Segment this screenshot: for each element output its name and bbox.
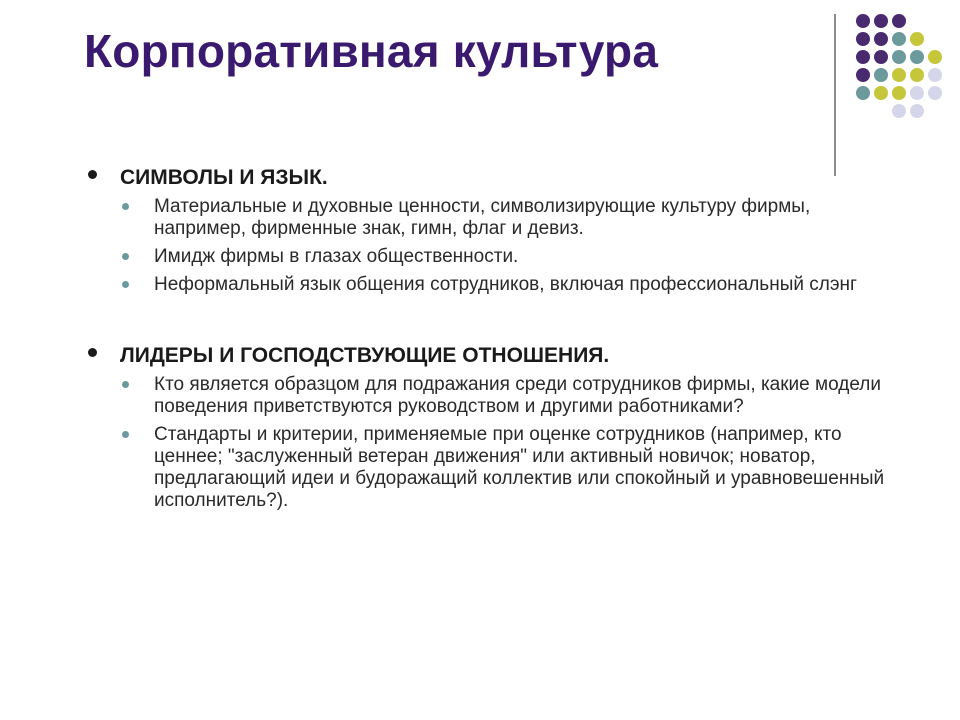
decorative-dot bbox=[874, 68, 888, 82]
list-item bbox=[84, 196, 904, 240]
decorative-dot bbox=[856, 68, 870, 82]
decorative-dot bbox=[892, 14, 906, 28]
title-divider-line bbox=[834, 14, 836, 176]
sub-bullet-dot-icon bbox=[122, 203, 129, 210]
list-item bbox=[84, 274, 904, 296]
slide-body bbox=[84, 162, 904, 556]
decorative-dot bbox=[892, 86, 906, 100]
decorative-dot bbox=[892, 68, 906, 82]
section-heading: СИМВОЛЫ И ЯЗЫК. bbox=[120, 166, 328, 189]
section-heading: ЛИДЕРЫ И ГОСПОДСТВУЮЩИЕ ОТНОШЕНИЯ. bbox=[120, 344, 610, 367]
sub-bullet-dot-icon bbox=[122, 253, 129, 260]
sub-bullet-dot-icon bbox=[122, 381, 129, 388]
list-item bbox=[84, 246, 904, 268]
decorative-dot bbox=[910, 104, 924, 118]
decorative-dot bbox=[874, 86, 888, 100]
decorative-dot bbox=[928, 68, 942, 82]
decorative-dot bbox=[874, 14, 888, 28]
decorative-dot bbox=[928, 86, 942, 100]
list-item-text: Неформальный язык общения сотрудников, включая профессиональный слэнг bbox=[154, 274, 857, 295]
decorative-dot bbox=[928, 50, 942, 64]
list-item bbox=[84, 424, 904, 512]
decorative-dot bbox=[856, 14, 870, 28]
decorative-dot bbox=[874, 50, 888, 64]
bullet-list bbox=[84, 374, 904, 512]
decorative-dot bbox=[910, 68, 924, 82]
section-symbols-language bbox=[84, 162, 904, 296]
decorative-dot bbox=[892, 104, 906, 118]
decorative-dot bbox=[892, 50, 906, 64]
slide-title: Корпоративная культура bbox=[84, 25, 659, 77]
list-item-text: Имидж фирмы в глазах общественности. bbox=[154, 246, 519, 267]
bullet-dot-icon bbox=[88, 348, 97, 357]
section-leaders-relations bbox=[84, 340, 904, 512]
list-item bbox=[84, 374, 904, 418]
decorative-dot bbox=[910, 86, 924, 100]
decorative-dot bbox=[892, 32, 906, 46]
list-item-text: Кто является образцом для подражания среди сотрудников фирмы, какие модели поведения приветствуются руководством и другими работниками? bbox=[154, 374, 881, 417]
decorative-dot bbox=[910, 50, 924, 64]
sub-bullet-dot-icon bbox=[122, 281, 129, 288]
list-item-text: Стандарты и критерии, применяемые при оценке сотрудников (например, кто ценнее; "заслуженный ветеран движения" или активный новичок; новатор, предлагающий идеи и будоражащий коллектив или спокойный и уравновешенный исполнитель?). bbox=[154, 424, 885, 511]
decorative-dot bbox=[856, 32, 870, 46]
section-heading-row bbox=[84, 340, 904, 372]
decorative-dot bbox=[874, 32, 888, 46]
decorative-dot bbox=[856, 86, 870, 100]
sub-bullet-dot-icon bbox=[122, 431, 129, 438]
section-heading-row bbox=[84, 162, 904, 194]
decorative-dot bbox=[910, 32, 924, 46]
bullet-dot-icon bbox=[88, 170, 97, 179]
list-item-text: Материальные и духовные ценности, символизирующие культуру фирмы, например, фирменные знак, гимн, флаг и девиз. bbox=[154, 196, 811, 239]
bullet-list bbox=[84, 196, 904, 296]
decorative-dot bbox=[856, 50, 870, 64]
